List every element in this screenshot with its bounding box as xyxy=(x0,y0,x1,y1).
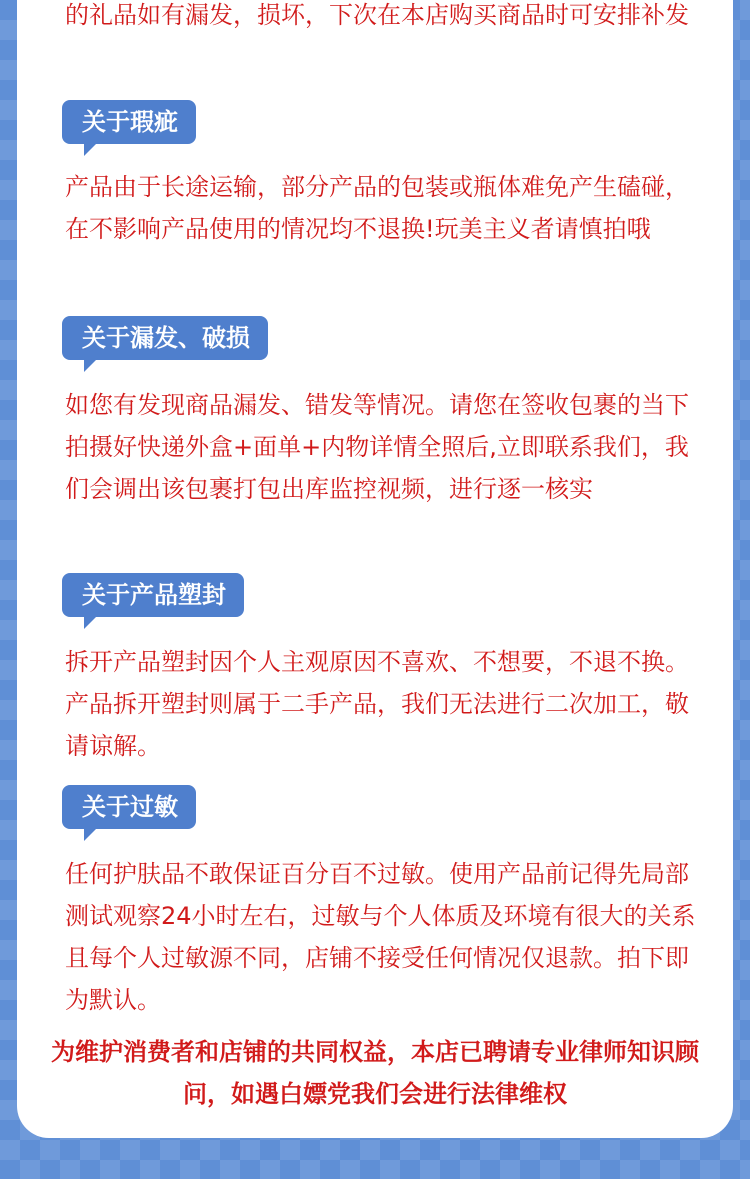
notice-card xyxy=(17,0,733,1138)
legal-footer: 为维护消费者和店铺的共同权益，本店已聘请专业律师知识顾问，如遇白嫖党我们会进行法律维权 xyxy=(51,1038,699,1108)
section-text-seal: 拆开产品塑封因个人主观原因不喜欢、不想要，不退不换。产品拆开塑封则属于二手产品，我们无法进行二次加工，敬请谅解。 xyxy=(65,648,689,760)
section-tag-allergy: 关于过敏 xyxy=(62,785,196,829)
section-text-flaws: 产品由于长途运输，部分产品的包装或瓶体难免产生磕碰，在不影响产品使用的情况均不退换!玩美主义者请慎拍哦 xyxy=(65,173,689,243)
section-text-allergy: 任何护肤品不敢保证百分百不过敏。使用产品前记得先局部测试观察24小时左右，过敏与个人体质及环境有很大的关系且每个人过敏源不同，店铺不接受任何情况仅退款。拍下即为默认。 xyxy=(65,860,696,1014)
section-tag-seal: 关于产品塑封 xyxy=(62,573,244,617)
section-tag-missing-damage: 关于漏发、破损 xyxy=(62,316,268,360)
intro-text: 的礼品如有漏发，损坏，下次在本店购买商品时可安排补发 xyxy=(65,1,689,29)
section-text-missing-damage: 如您有发现商品漏发、错发等情况。请您在签收包裹的当下拍摄好快递外盒+面单+内物详情全照后,立即联系我们，我们会调出该包裹打包出库监控视频，进行逐一核实 xyxy=(65,391,689,503)
section-tag-flaws: 关于瑕疵 xyxy=(62,100,196,144)
